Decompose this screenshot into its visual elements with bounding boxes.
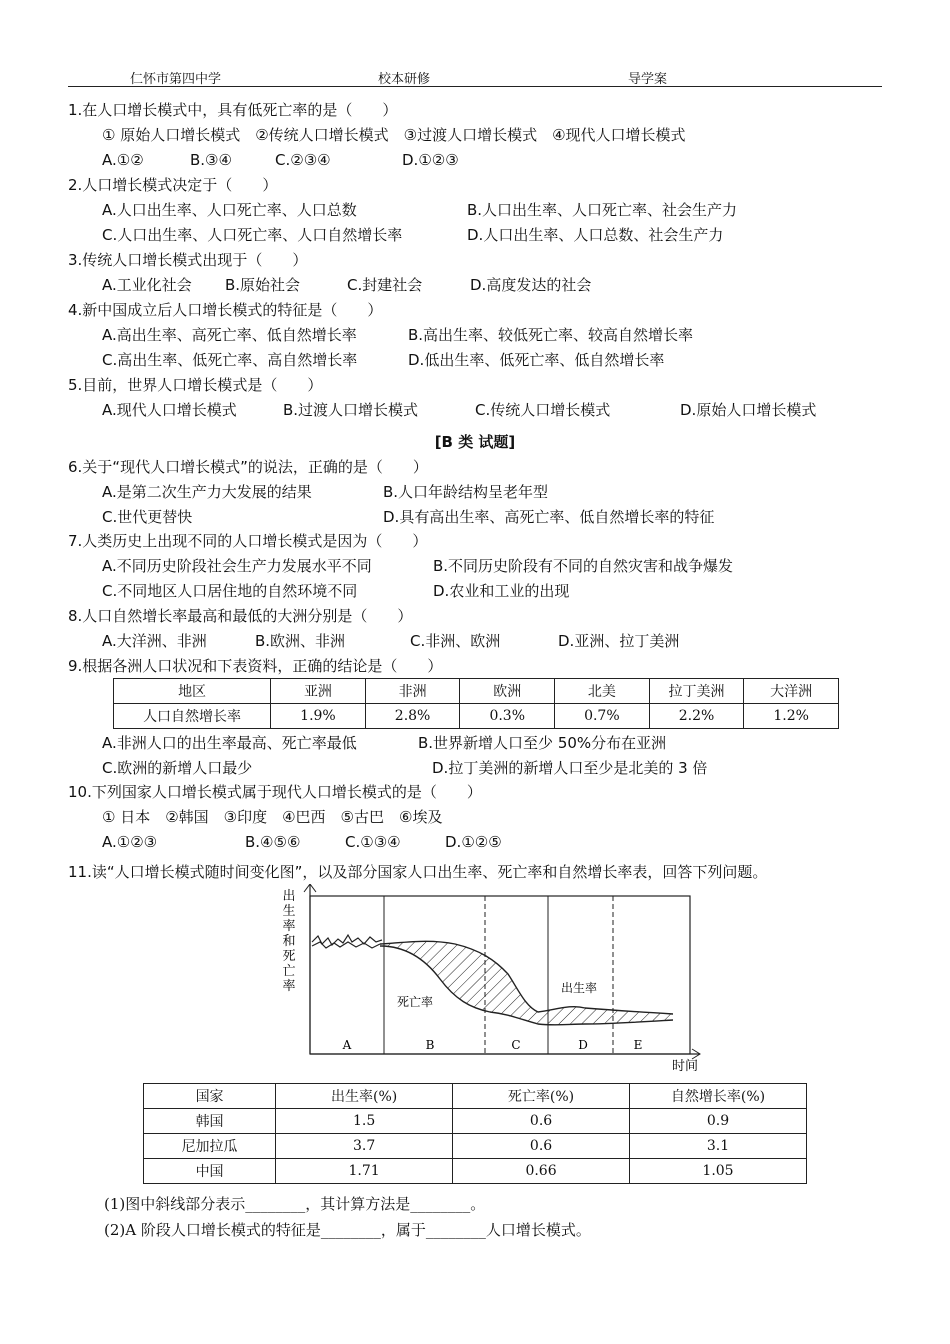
q11-header-cell: 出生率(%) bbox=[276, 1084, 453, 1109]
q7-stem: 7.人类历史上出现不同的人口增长模式是因为（ ） bbox=[68, 532, 428, 550]
stage-label: B bbox=[425, 1038, 435, 1052]
q2-option-d: D.人口出生率、人口总数、社会生产力 bbox=[467, 226, 724, 244]
q8-stem: 8.人口自然增长率最高和最低的大洲分别是（ ） bbox=[68, 607, 413, 625]
q2-option-c: C.人口出生率、人口死亡率、人口自然增长率 bbox=[102, 226, 403, 244]
stage-label: E bbox=[633, 1038, 643, 1052]
q5-option-b: B.过渡人口增长模式 bbox=[283, 401, 419, 419]
q1-option-a: A.①② bbox=[102, 151, 144, 169]
q11-country-cell: 中国 bbox=[144, 1159, 276, 1184]
q10-option-c: C.①③④ bbox=[345, 833, 401, 851]
q11-country-cell: 韩国 bbox=[144, 1109, 276, 1134]
q1-option-d: D.①②③ bbox=[402, 151, 459, 169]
q6-option-b: B.人口年龄结构呈老年型 bbox=[383, 483, 549, 501]
q11-value-cell: 0.6 bbox=[453, 1109, 630, 1134]
q8-option-a: A.大洋洲、非洲 bbox=[102, 632, 207, 650]
q11-value-cell: 3.7 bbox=[276, 1134, 453, 1159]
q9-option-d: D.拉丁美洲的新增人口至少是北美的 3 倍 bbox=[432, 759, 708, 777]
q1-option-b: B.③④ bbox=[190, 151, 232, 169]
q11-header-cell: 自然增长率(%) bbox=[630, 1084, 807, 1109]
q11-value-cell: 0.6 bbox=[453, 1134, 630, 1159]
q4-stem: 4.新中国成立后人口增长模式的特征是（ ） bbox=[68, 301, 383, 319]
q11-value-cell: 0.9 bbox=[630, 1109, 807, 1134]
q3-option-b: B.原始社会 bbox=[225, 276, 301, 294]
x-axis-label: 时间 bbox=[672, 1059, 699, 1074]
q9-header-cell: 大洋洲 bbox=[744, 679, 839, 704]
q9-option-a: A.非洲人口的出生率最高、死亡率最低 bbox=[102, 734, 357, 752]
q4-option-d: D.低出生率、低死亡率、低自然增长率 bbox=[408, 351, 665, 369]
q7-option-d: D.农业和工业的出现 bbox=[433, 582, 570, 600]
q9-row-label: 人口自然增长率 bbox=[114, 704, 271, 729]
population-model-chart bbox=[280, 884, 710, 1074]
q7-option-c: C.不同地区人口居住地的自然环境不同 bbox=[102, 582, 358, 600]
q11-value-cell: 1.5 bbox=[276, 1109, 453, 1134]
q4-option-a: A.高出生率、高死亡率、低自然增长率 bbox=[102, 326, 357, 344]
death-rate-early bbox=[312, 942, 380, 948]
q11-country-table bbox=[143, 1083, 807, 1184]
q8-option-d: D.亚洲、拉丁美洲 bbox=[558, 632, 680, 650]
death-rate-label: 死亡率 bbox=[397, 995, 434, 1009]
q9-option-c: C.欧洲的新增人口最少 bbox=[102, 759, 253, 777]
q3-option-d: D.高度发达的社会 bbox=[470, 276, 592, 294]
q2-option-a: A.人口出生率、人口死亡率、人口总数 bbox=[102, 201, 357, 219]
q9-growth-table bbox=[113, 678, 839, 729]
q5-option-c: C.传统人口增长模式 bbox=[475, 401, 611, 419]
q11-value-cell: 1.05 bbox=[630, 1159, 807, 1184]
q9-value-cell: 1.9% bbox=[271, 704, 366, 729]
q7-option-a: A.不同历史阶段社会生产力发展水平不同 bbox=[102, 557, 372, 575]
y-axis-label-char: 死 bbox=[282, 949, 296, 964]
q6-option-a: A.是第二次生产力大发展的结果 bbox=[102, 483, 312, 501]
y-axis-label-char: 生 bbox=[282, 904, 296, 919]
q9-option-b: B.世界新增人口至少 50%分布在亚洲 bbox=[418, 734, 667, 752]
y-axis-label-char: 亡 bbox=[282, 964, 296, 979]
section-b-title: [B 类 试题] bbox=[434, 433, 516, 451]
header-right: 导学案 bbox=[628, 72, 668, 87]
school-name: 仁怀市第四中学 bbox=[130, 72, 222, 87]
q5-option-a: A.现代人口增长模式 bbox=[102, 401, 237, 419]
q1-stem: 1.在人口增长模式中，具有低死亡率的是（ ） bbox=[68, 101, 398, 119]
q3-option-a: A.工业化社会 bbox=[102, 276, 192, 294]
q8-option-b: B.欧洲、非洲 bbox=[255, 632, 346, 650]
stage-label: C bbox=[511, 1038, 521, 1052]
q9-header-cell: 欧洲 bbox=[460, 679, 555, 704]
q11-sub1: (1)图中斜线部分表示________，其计算方法是________。 bbox=[104, 1195, 486, 1213]
q11-sub2: (2)A 阶段人口增长模式的特征是________，属于________人口增长模式。 bbox=[104, 1221, 591, 1239]
q11-header-cell: 死亡率(%) bbox=[453, 1084, 630, 1109]
q6-option-d: D.具有高出生率、高死亡率、低自然增长率的特征 bbox=[383, 508, 715, 526]
header-center: 校本研修 bbox=[378, 72, 431, 87]
q1-option-c: C.②③④ bbox=[275, 151, 331, 169]
q9-header-cell: 地区 bbox=[114, 679, 271, 704]
q5-stem: 5.目前，世界人口增长模式是（ ） bbox=[68, 376, 323, 394]
q7-option-b: B.不同历史阶段有不同的自然灾害和战争爆发 bbox=[433, 557, 734, 575]
q9-value-cell: 2.8% bbox=[365, 704, 460, 729]
q3-stem: 3.传统人口增长模式出现于（ ） bbox=[68, 251, 308, 269]
q11-value-cell: 1.71 bbox=[276, 1159, 453, 1184]
q9-stem: 9.根据各洲人口状况和下表资料，正确的结论是（ ） bbox=[68, 657, 443, 675]
q2-stem: 2.人口增长模式决定于（ ） bbox=[68, 176, 278, 194]
stage-label: D bbox=[578, 1038, 588, 1052]
page-header bbox=[68, 68, 882, 87]
q3-option-c: C.封建社会 bbox=[347, 276, 423, 294]
q10-stem: 10.下列国家人口增长模式属于现代人口增长模式的是（ ） bbox=[68, 783, 482, 801]
y-axis-label-char: 率 bbox=[282, 979, 296, 994]
q4-option-c: C.高出生率、低死亡率、高自然增长率 bbox=[102, 351, 358, 369]
birth-rate-label: 出生率 bbox=[561, 981, 598, 995]
q11-header-cell: 国家 bbox=[144, 1084, 276, 1109]
y-axis-label-char: 和 bbox=[282, 934, 296, 949]
q10-items: ① 日本 ②韩国 ③印度 ④巴西 ⑤古巴 ⑥埃及 bbox=[102, 808, 443, 826]
y-axis-label-char: 率 bbox=[282, 919, 296, 934]
q11-value-cell: 3.1 bbox=[630, 1134, 807, 1159]
q11-country-cell: 尼加拉瓜 bbox=[144, 1134, 276, 1159]
birth-rate-early bbox=[312, 935, 382, 945]
q9-value-cell: 2.2% bbox=[649, 704, 744, 729]
q6-stem: 6.关于“现代人口增长模式”的说法，正确的是（ ） bbox=[68, 458, 428, 476]
q1-items: ① 原始人口增长模式 ②传统人口增长模式 ③过渡人口增长模式 ④现代人口增长模式 bbox=[102, 126, 686, 144]
q10-option-a: A.①②③ bbox=[102, 833, 158, 851]
q9-header-cell: 拉丁美洲 bbox=[649, 679, 744, 704]
q2-option-b: B.人口出生率、人口死亡率、社会生产力 bbox=[467, 201, 738, 219]
q11-stem: 11.读“人口增长模式随时间变化图”，以及部分国家人口出生率、死亡率和自然增长率表，回答下列问题。 bbox=[68, 863, 768, 881]
q9-header-cell: 北美 bbox=[555, 679, 650, 704]
q5-option-d: D.原始人口增长模式 bbox=[680, 401, 817, 419]
stage-label: A bbox=[342, 1038, 352, 1052]
q9-header-cell: 非洲 bbox=[365, 679, 460, 704]
q4-option-b: B.高出生率、较低死亡率、较高自然增长率 bbox=[408, 326, 694, 344]
natural-growth-area bbox=[380, 941, 673, 1025]
q9-value-cell: 0.3% bbox=[460, 704, 555, 729]
q10-option-b: B.④⑤⑥ bbox=[245, 833, 301, 851]
q11-value-cell: 0.66 bbox=[453, 1159, 630, 1184]
q6-option-c: C.世代更替快 bbox=[102, 508, 193, 526]
y-axis-label-char: 出 bbox=[282, 889, 296, 904]
q9-header-cell: 亚洲 bbox=[271, 679, 366, 704]
q9-value-cell: 0.7% bbox=[555, 704, 650, 729]
q9-value-cell: 1.2% bbox=[744, 704, 839, 729]
q10-option-d: D.①②⑤ bbox=[445, 833, 502, 851]
q8-option-c: C.非洲、欧洲 bbox=[410, 632, 501, 650]
